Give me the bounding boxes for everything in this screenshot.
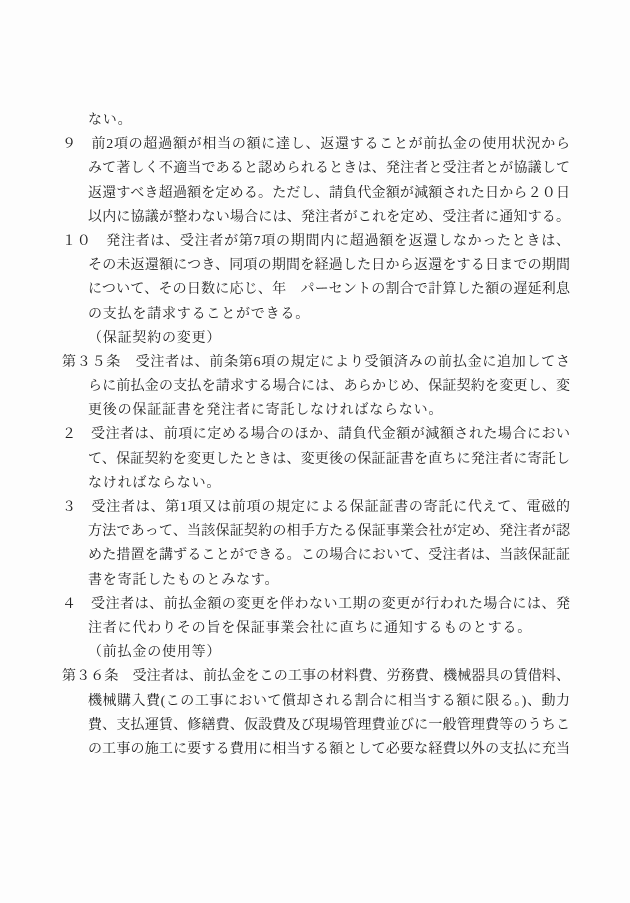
text-line: めた措置を講ずることができる。この場合において、受注者は、当該保証証 xyxy=(88,548,570,564)
text-line: みて著しく不適当であると認められるときは、発注者と受注者とが協議して xyxy=(88,161,570,177)
document-body xyxy=(62,109,570,762)
text-line: （保証契約の変更） xyxy=(88,330,222,346)
text-line: ない。 xyxy=(88,113,133,128)
text-line: その未返還額につき、同項の期間を経過した日から返還をする日までの期間 xyxy=(88,258,570,274)
text-line: らに前払金の支払を請求する場合には、あらかじめ、保証契約を変更し、変 xyxy=(88,379,570,395)
text-line: 更後の保証証書を発注者に寄託しなければならない。 xyxy=(88,403,444,419)
text-line: ４ 受注者は、前払金額の変更を伴わない工期の変更が行われた場合には、発 xyxy=(62,596,570,612)
text-line: 機械購入費(この工事において償却される割合に相当する額に限る。)、動力 xyxy=(88,693,570,709)
text-line: １０ 発注者は、受注者が第7項の期間内に超過額を返還しなかったときは、 xyxy=(62,233,570,249)
text-line: の支払を請求することができる。 xyxy=(88,306,310,322)
text-line: （前払金の使用等） xyxy=(88,645,222,661)
text-line: 注者に代わりその旨を保証事業会社に直ちに通知するものとする。 xyxy=(88,620,532,636)
text-line: て、保証契約を変更したときは、変更後の保証証書を直ちに発注者に寄託し xyxy=(88,451,570,467)
text-line: 書を寄託したものとみなす。 xyxy=(88,572,280,588)
text-line: 返還すべき超過額を定める。ただし、請負代金額が減額された日から２０日 xyxy=(88,185,570,201)
text-line: 費、支払運賃、修繕費、仮設費及び現場管理費並びに一般管理費等のうちこ xyxy=(88,717,570,733)
text-line: について、その日数に応じ、年 パーセントの割合で計算した額の遅延利息 xyxy=(88,282,570,298)
text-line: ９ 前2項の超過額が相当の額に達し、返還することが前払金の使用状況から xyxy=(62,137,570,153)
text-line: 以内に協議が整わない場合には、発注者がこれを定め、受注者に通知する。 xyxy=(88,209,570,225)
text-line: ２ 受注者は、前項に定める場合のほか、請負代金額が減額された場合におい xyxy=(62,427,570,443)
text-line: なければならない。 xyxy=(88,475,222,491)
text-line: の工事の施工に要する費用に相当する額として必要な経費以外の支払に充当 xyxy=(88,741,570,757)
text-line: 第３５条 受注者は、前条第6項の規定により受領済みの前払金に追加してさ xyxy=(62,354,570,370)
text-line: 方法であって、当該保証契約の相手方たる保証事業会社が定め、発注者が認 xyxy=(88,524,570,540)
text-line: ３ 受注者は、第1項又は前項の規定による保証証書の寄託に代えて、電磁的 xyxy=(62,500,570,515)
text-line: 第３６条 受注者は、前払金をこの工事の材料費、労務費、機械器具の賃借料、 xyxy=(62,669,570,685)
